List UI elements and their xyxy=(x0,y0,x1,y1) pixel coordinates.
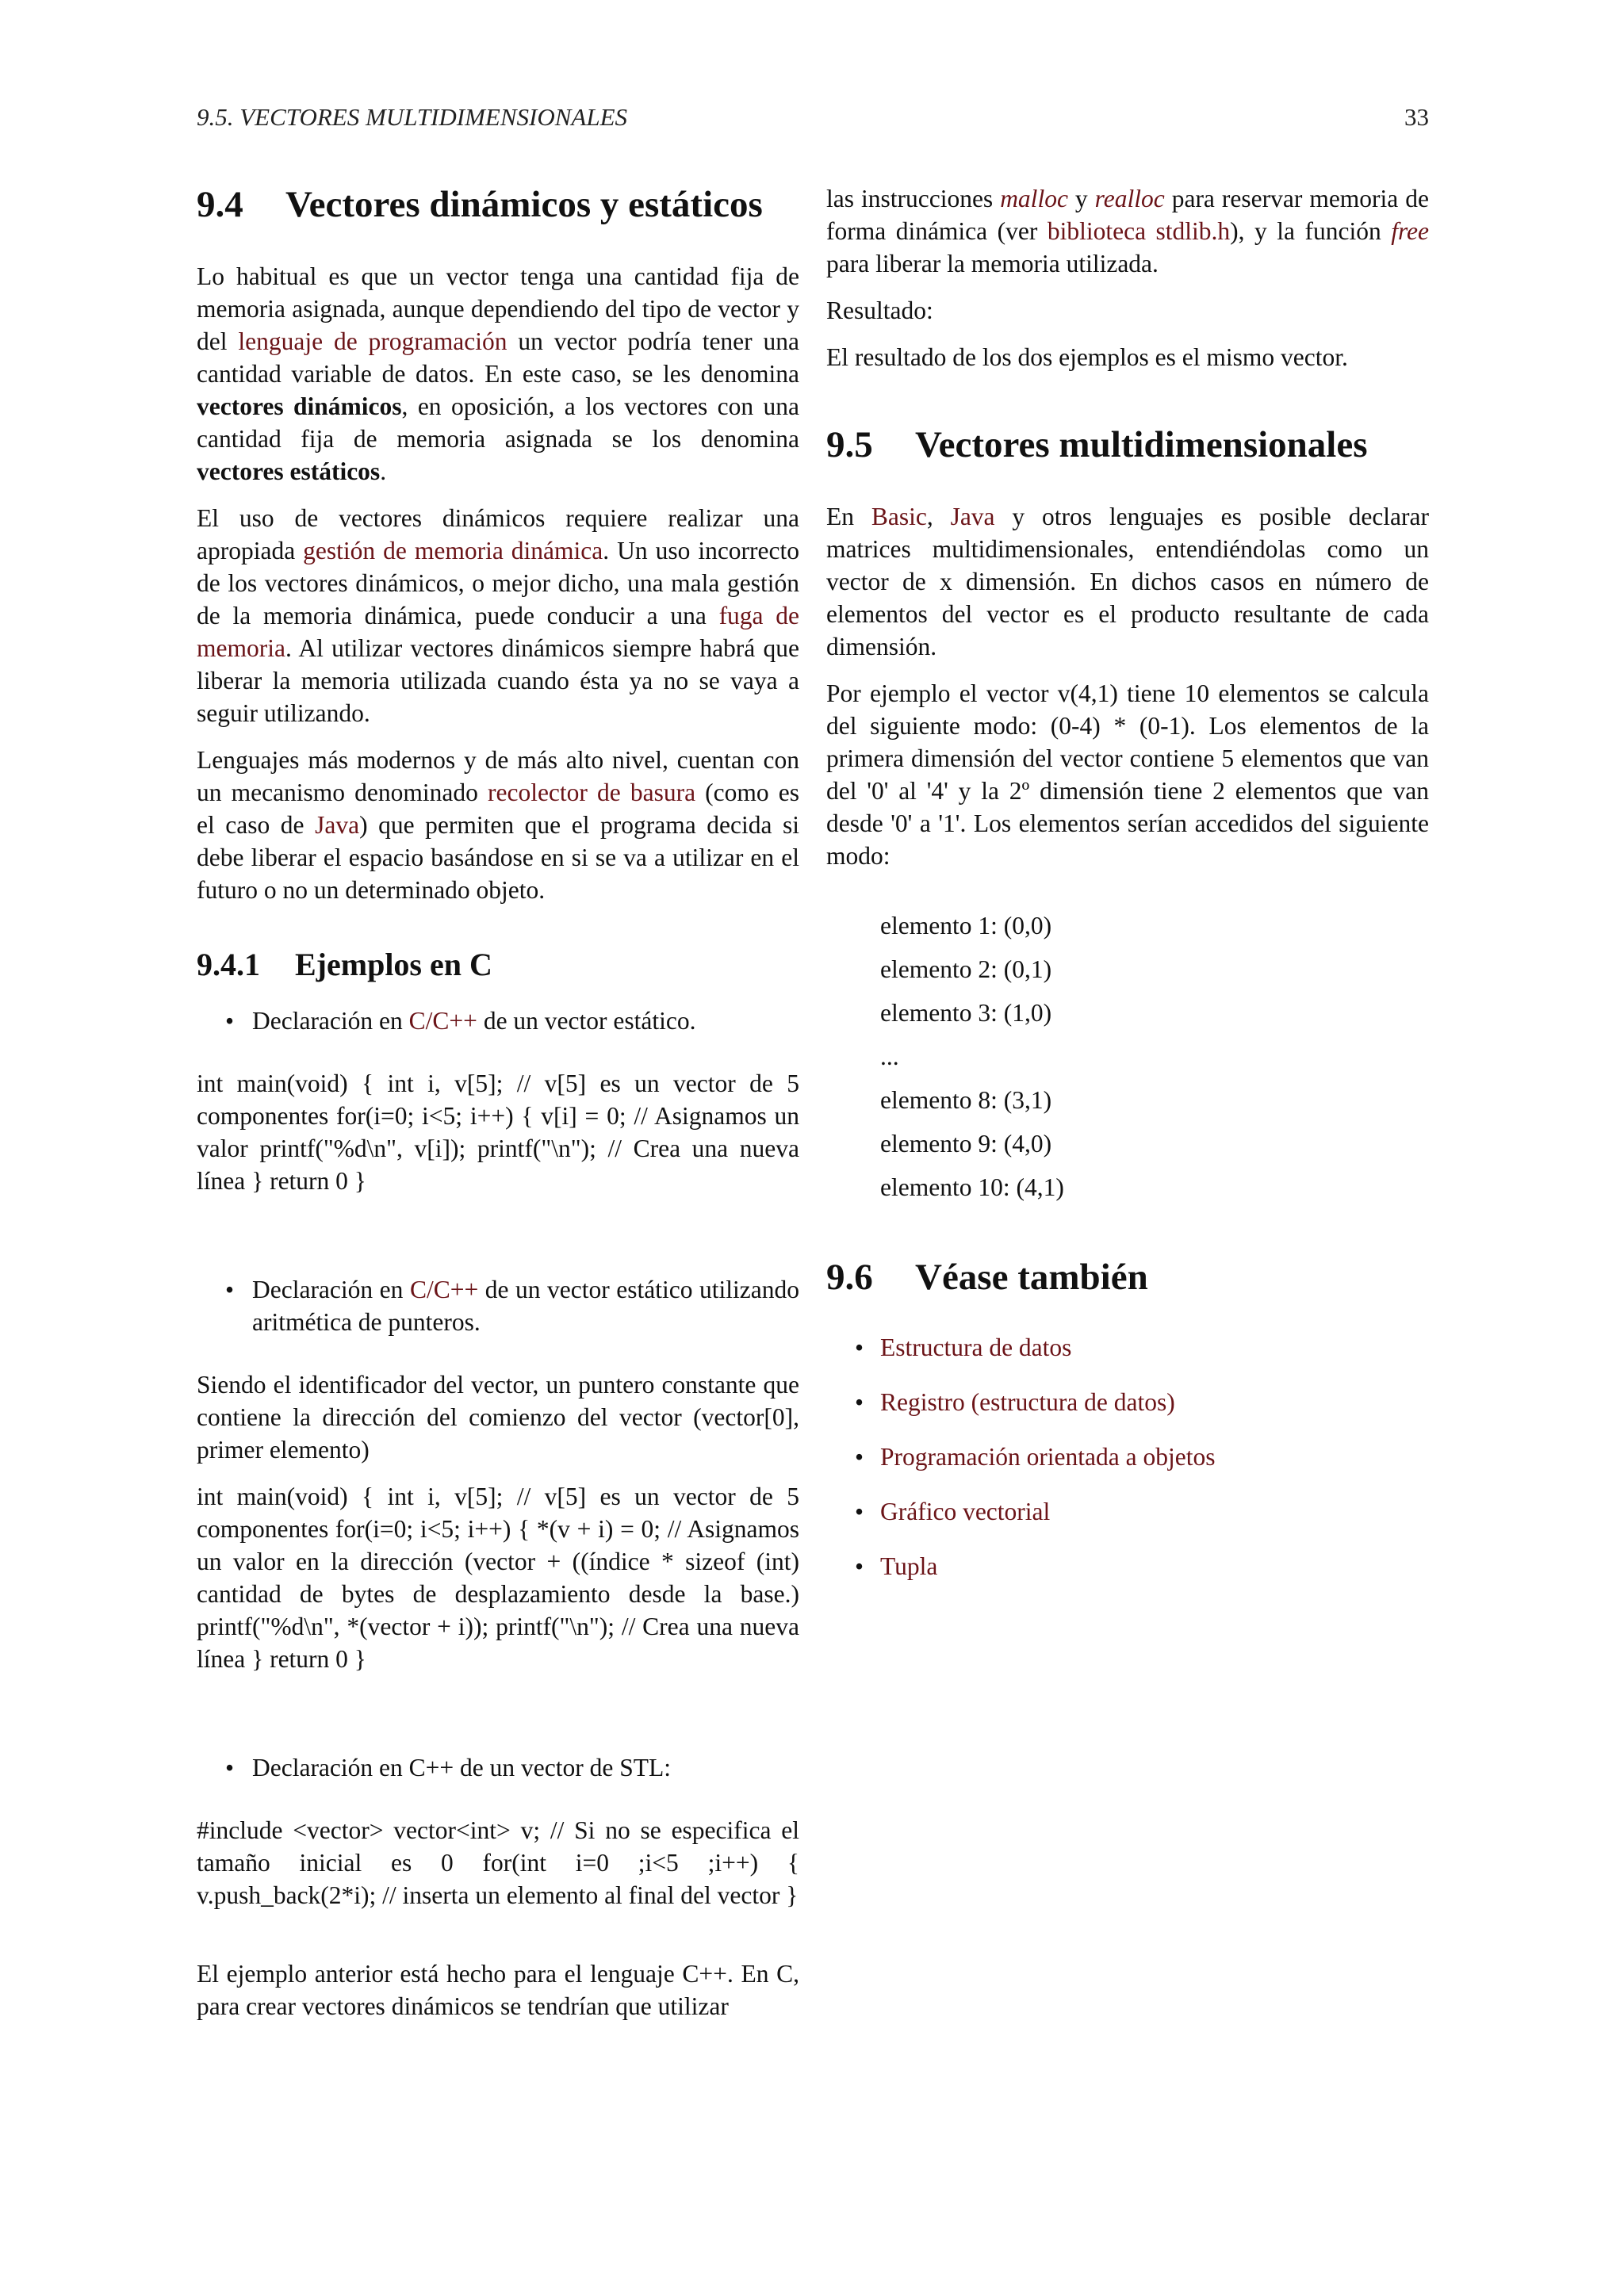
code-example-stl: #include <vector> vector<int> v; // Si no se especifica el tamaño inicial es 0 for(int i=0 ;i<5 ;i++) { v.push_back(2*i); // inserta un elemento al final del vector } xyxy=(197,1816,799,1909)
link-grafico-vectorial[interactable]: Gráfico vectorial xyxy=(880,1498,1051,1525)
paragraph-garbage-collector xyxy=(197,744,799,906)
text-run: , en oposición, a los vectores con una cantidad fija de memoria asignada se los denomina xyxy=(197,392,799,453)
text-run: de un vector estático. xyxy=(477,1007,696,1035)
bullet-icon: • xyxy=(855,1443,864,1471)
element-list xyxy=(826,904,1429,1209)
text-run: de un vector estático utilizando aritmética de punteros. xyxy=(252,1276,799,1336)
bullet-icon: • xyxy=(855,1388,864,1416)
text-run: ) que permiten que el programa decida si debe liberar el espacio basándose en si se va a utilizar en el futuro o no un determinado objeto. xyxy=(197,811,800,904)
paragraph-multidim-example: Por ejemplo el vector v(4,1) tiene 10 elementos se calcula del siguiente modo: (0-4) * (0-1). Los elementos de la primera dimensión del vector contiene 5 elementos que van del '0' al '4' y la 2º dimensión tiene 2 elementos que van desde '0' a '1'. Los elementos serían accedidos del siguiente modo: xyxy=(826,679,1429,870)
bullet-icon: • xyxy=(855,1334,864,1361)
running-header xyxy=(197,103,1429,132)
text-run: las instrucciones xyxy=(826,185,1001,212)
left-column xyxy=(197,182,799,2037)
text-run: (como es el caso de xyxy=(197,779,799,839)
section-number: 9.4 xyxy=(197,184,243,225)
subsection-heading-9-4-1 xyxy=(197,946,799,984)
text-run: Declaración en xyxy=(252,1276,410,1303)
code-example-pointer: int main(void) { int i, v[5]; // v[5] es un vector de 5 componentes for(i=0; i<5; i++) { *(v + i) = 0; // Asignamos un valor en la dirección (vector + ((índice * sizeof (int) cantidad de bytes de desplazamiento desde la base.) printf("%d\n", *(vector + i)); printf("\n"); // Crea una nueva línea } return 0 } xyxy=(197,1483,799,1673)
paragraph-cpp-note: El ejemplo anterior está hecho para el lenguaje C++. En C, para crear vectores dinámicos se tendrían que utilizar xyxy=(197,1960,799,2020)
text-run: En xyxy=(826,503,871,530)
element-item: elemento 8: (3,1) xyxy=(880,1086,1052,1114)
section-heading-9-5 xyxy=(826,423,1429,467)
bullet-list xyxy=(197,1004,799,1037)
text-run: ), y la función xyxy=(1230,217,1392,245)
bullet-icon: • xyxy=(225,1754,235,1781)
text-run: Declaración en xyxy=(252,1007,409,1035)
see-also-item xyxy=(826,1550,1429,1583)
link-fuga-de-memoria[interactable]: fuga de memoria xyxy=(197,602,800,662)
element-item: elemento 10: (4,1) xyxy=(880,1173,1064,1201)
link-biblioteca-stdlib[interactable]: biblioteca stdlib.h xyxy=(1047,217,1231,245)
paragraph-pointer: Siendo el identificador del vector, un puntero constante que contiene la dirección del comienzo del vector (vector[0], primer elemento) xyxy=(197,1371,799,1464)
list-item xyxy=(197,1004,799,1037)
element-item: elemento 3: (1,0) xyxy=(880,999,1052,1027)
see-also-item xyxy=(826,1495,1429,1529)
element-item: elemento 2: (0,1) xyxy=(880,955,1052,983)
term-realloc: realloc xyxy=(1094,185,1165,212)
text-run: Lo habitual es que un vector tenga una cantidad fija de memoria asignada, aunque dependiendo del tipo de vector y del xyxy=(197,262,799,355)
link-lenguaje-de-programacion[interactable]: lenguaje de programación xyxy=(238,327,508,355)
term-vectores-estaticos: vectores estáticos xyxy=(197,457,381,485)
right-column xyxy=(826,182,1429,1605)
section-title: Véase también xyxy=(915,1257,1148,1298)
text-run: y otros lenguajes es posible declarar matrices multidimensionales, entendiéndolas como un vector de x dimensión. En dichos casos en número de elementos del vector es el producto resultante de cada dimensión. xyxy=(826,503,1429,660)
list-item xyxy=(197,1751,799,1784)
text-run: Lenguajes más modernos y de más alto nivel, cuentan con un mecanismo denominado xyxy=(197,746,799,806)
link-java[interactable]: Java xyxy=(315,811,360,839)
bullet-list xyxy=(197,1273,799,1338)
link-java[interactable]: Java xyxy=(950,503,995,530)
section-title: Vectores multidimensionales xyxy=(915,424,1368,465)
code-example-static: int main(void) { int i, v[5]; // v[5] es un vector de 5 componentes for(i=0; i<5; i++) { v[i] = 0; // Asignamos un valor printf("%d\n", v[i]); printf("\n"); // Crea una nueva línea } return 0 } xyxy=(197,1070,799,1195)
running-header-section: 9.5. VECTORES MULTIDIMENSIONALES xyxy=(197,103,628,131)
link-recolector-de-basura[interactable]: recolector de basura xyxy=(488,779,696,806)
paragraph-malloc xyxy=(826,182,1429,280)
link-c-cpp[interactable]: C/C++ xyxy=(409,1276,479,1303)
paragraph-multidim-intro xyxy=(826,500,1429,663)
subsection-number: 9.4.1 xyxy=(197,947,260,982)
paragraph-dynamic-memory xyxy=(197,502,799,729)
page-number: 33 xyxy=(1404,103,1429,131)
element-item: elemento 9: (4,0) xyxy=(880,1130,1052,1158)
section-number: 9.6 xyxy=(826,1257,873,1298)
text-run: , xyxy=(926,503,951,530)
term-free: free xyxy=(1391,217,1429,245)
bullet-icon: • xyxy=(855,1498,864,1525)
paragraph-resultado: Resultado: xyxy=(826,297,933,324)
see-also-item xyxy=(826,1441,1429,1474)
text-run: . xyxy=(380,457,387,485)
see-also-list xyxy=(826,1331,1429,1583)
text-run: El uso de vectores dinámicos requiere realizar una apropiada xyxy=(197,504,799,564)
bullet-icon: • xyxy=(855,1552,864,1580)
link-tupla[interactable]: Tupla xyxy=(880,1552,938,1580)
section-heading-9-4 xyxy=(197,182,799,227)
link-gestion-memoria-dinamica[interactable]: gestión de memoria dinámica xyxy=(303,537,603,564)
element-item: elemento 1: (0,0) xyxy=(880,912,1052,939)
text-run: . Un uso incorrecto de los vectores dinámicos, o mejor dicho, una mala gestión de la memoria dinámica, puede conducir a una xyxy=(197,537,799,629)
text-run: y xyxy=(1067,185,1095,212)
text-run: un vector podría tener una cantidad variable de datos. En este caso, se les denomina xyxy=(197,327,800,388)
list-item xyxy=(197,1273,799,1338)
section-heading-9-6 xyxy=(826,1255,1429,1299)
link-programacion-orientada-a-objetos[interactable]: Programación orientada a objetos xyxy=(880,1443,1216,1471)
link-registro[interactable]: Registro (estructura de datos) xyxy=(880,1388,1175,1416)
paragraph-resultado-detail: El resultado de los dos ejemplos es el mismo vector. xyxy=(826,343,1348,371)
see-also-item xyxy=(826,1386,1429,1419)
link-c-cpp[interactable]: C/C++ xyxy=(408,1007,477,1035)
paragraph-vector-types xyxy=(197,260,799,488)
text-run: . Al utilizar vectores dinámicos siempre habrá que liberar la memoria utilizada cuando ésta ya no se vaya a seguir utilizando. xyxy=(197,634,799,727)
link-basic[interactable]: Basic xyxy=(871,503,927,530)
bullet-icon: • xyxy=(225,1276,235,1303)
bullet-list xyxy=(197,1751,799,1784)
term-malloc: malloc xyxy=(1000,185,1068,212)
section-title: Vectores dinámicos y estáticos xyxy=(285,184,763,225)
element-item: ... xyxy=(880,1043,899,1070)
link-estructura-de-datos[interactable]: Estructura de datos xyxy=(880,1334,1072,1361)
bullet-icon: • xyxy=(225,1007,235,1035)
see-also-item xyxy=(826,1331,1429,1364)
subsection-title: Ejemplos en C xyxy=(295,947,492,982)
section-number: 9.5 xyxy=(826,424,873,465)
text-run: Declaración en C++ de un vector de STL: xyxy=(252,1754,671,1781)
text-run: para liberar la memoria utilizada. xyxy=(826,250,1159,277)
term-vectores-dinamicos: vectores dinámicos xyxy=(197,392,402,420)
text-run: para reservar memoria de forma dinámica (ver xyxy=(826,185,1429,245)
